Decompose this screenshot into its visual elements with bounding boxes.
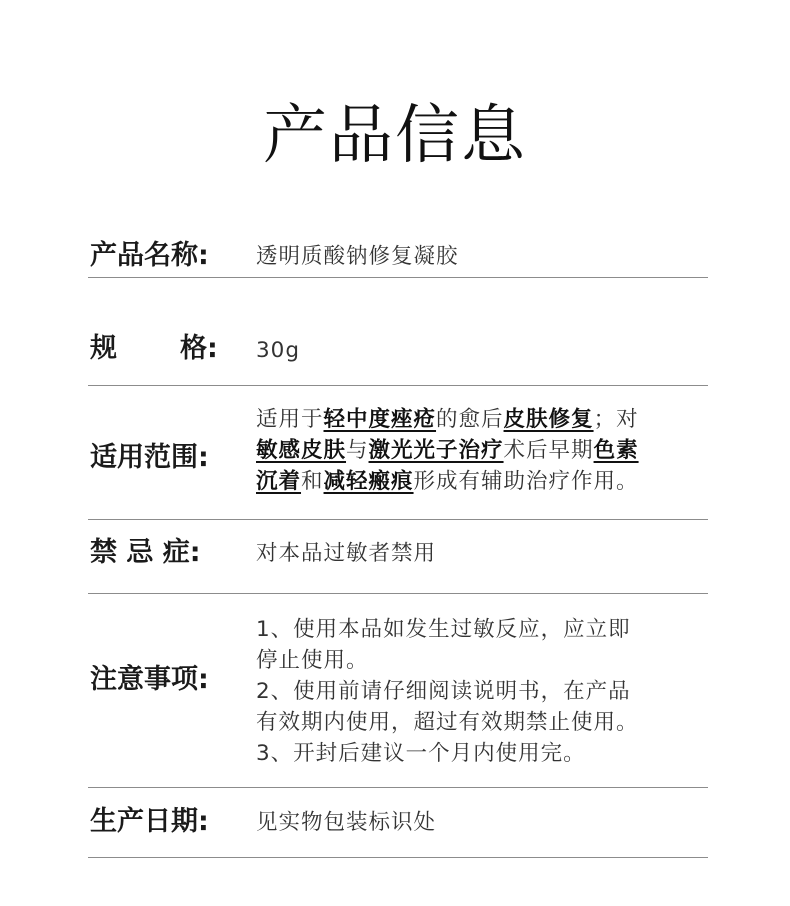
divider xyxy=(88,787,708,788)
usage-highlight: 皮肤修复 xyxy=(503,407,594,432)
usage-highlight: 减轻瘢痕 xyxy=(323,469,414,494)
usage-text: 形成有辅助治疗作用。 xyxy=(413,469,639,494)
usage-highlight: 轻中度痤疮 xyxy=(323,407,437,432)
divider xyxy=(88,857,708,858)
divider xyxy=(88,519,708,520)
production-date-value: 见实物包装标识处 xyxy=(256,810,437,835)
usage-scope-value xyxy=(256,404,708,497)
usage-highlight: 沉着 xyxy=(256,469,302,494)
precaution-line: 有效期内使用，超过有效期禁止使用。 xyxy=(256,710,639,735)
production-date-row xyxy=(88,806,708,840)
usage-highlight: 敏感皮肤 xyxy=(256,438,347,463)
divider xyxy=(88,277,708,278)
usage-text: 术后早期 xyxy=(503,438,594,463)
spec-row xyxy=(88,333,708,367)
contraindication-label: 禁 忌 症: xyxy=(90,537,201,568)
page-title: 产品信息 xyxy=(263,99,527,173)
divider xyxy=(88,385,708,386)
product-name-value: 透明质酸钠修复凝胶 xyxy=(256,244,459,269)
precautions-label: 注意事项: xyxy=(90,664,209,695)
product-name-row xyxy=(88,240,708,274)
usage-text: ；对 xyxy=(593,407,639,432)
spec-label-right: 格: xyxy=(180,333,218,364)
precaution-line: 停止使用。 xyxy=(256,648,369,673)
spec-value: 30g xyxy=(256,338,301,363)
precaution-line: 1、使用本品如发生过敏反应，应立即 xyxy=(256,617,631,642)
precautions-row xyxy=(88,614,708,774)
spec-label-left: 规 xyxy=(90,333,117,364)
usage-scope-line xyxy=(256,404,708,435)
usage-text: 适用于 xyxy=(256,407,324,432)
usage-text: 的愈后 xyxy=(436,407,504,432)
usage-text: 与 xyxy=(346,438,369,463)
production-date-label: 生产日期: xyxy=(90,806,209,837)
usage-highlight: 色素 xyxy=(593,438,639,463)
contraindication-row xyxy=(88,537,708,571)
usage-highlight: 激光光子治疗 xyxy=(368,438,504,463)
usage-scope-label: 适用范围: xyxy=(90,442,209,473)
product-name-label: 产品名称: xyxy=(90,240,209,271)
precaution-line: 3、开封后建议一个月内使用完。 xyxy=(256,741,586,766)
usage-text: 和 xyxy=(301,469,324,494)
usage-scope-line xyxy=(256,466,708,497)
usage-scope-line xyxy=(256,435,708,466)
precautions-value xyxy=(256,614,708,769)
precaution-line: 2、使用前请仔细阅读说明书，在产品 xyxy=(256,679,631,704)
usage-scope-row xyxy=(88,404,708,504)
divider xyxy=(88,593,708,594)
contraindication-value: 对本品过敏者禁用 xyxy=(256,541,437,566)
